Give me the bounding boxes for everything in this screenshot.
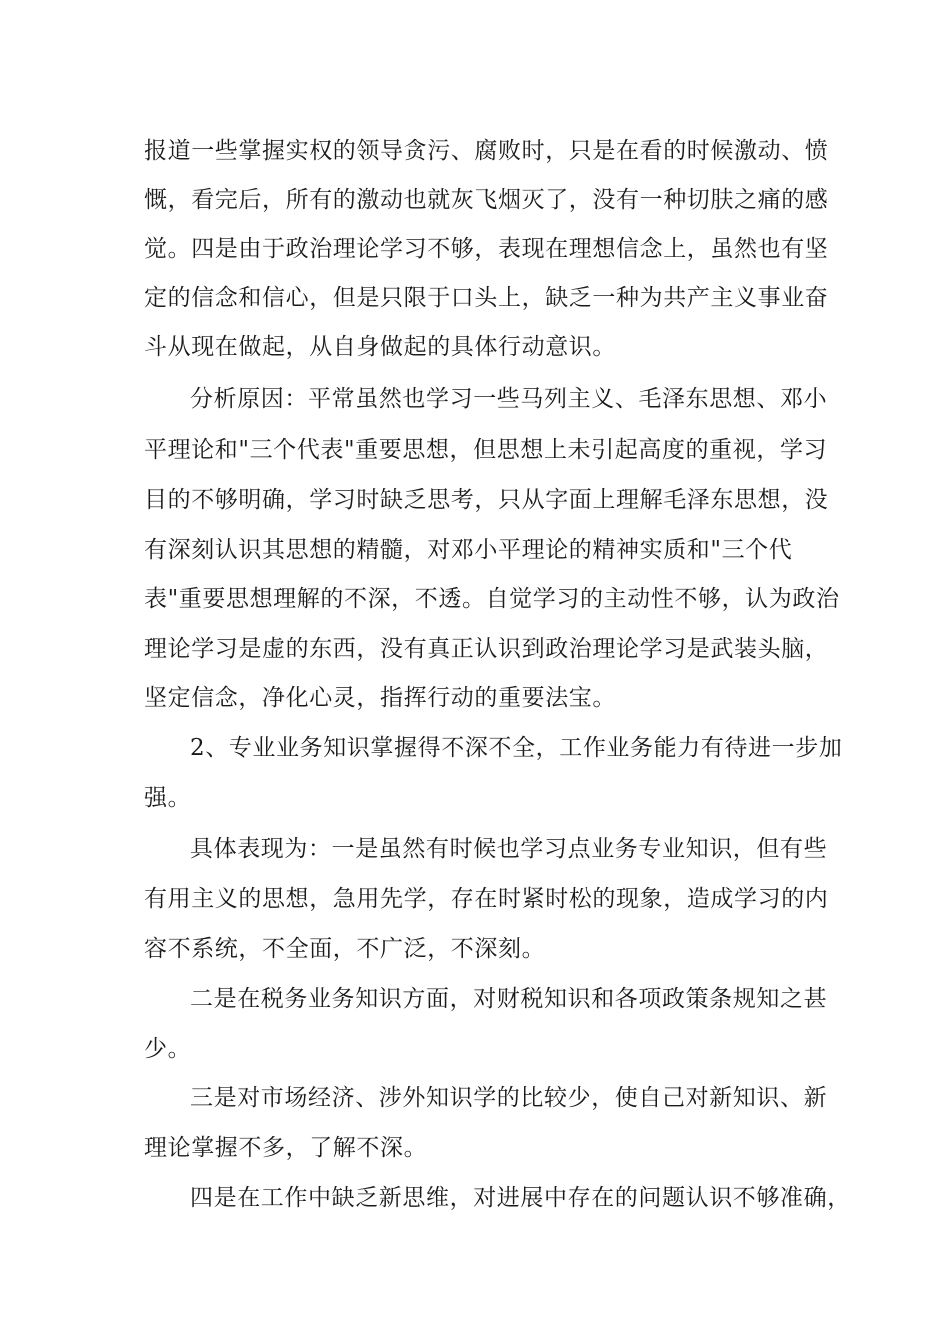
text-line: 理论学习是虚的东西，没有真正认识到政治理论学习是武装头脑，: [144, 636, 829, 662]
text-line: 报道一些掌握实权的领导贪污、腐败时，只是在看的时候激动、愤: [144, 138, 829, 164]
text-line: 定的信念和信心，但是只限于口头上，缺乏一种为共产主义事业奋: [144, 285, 829, 311]
text-line: 理论掌握不多，了解不深。: [144, 1135, 428, 1161]
paragraph-start-line: 具体表现为：一是虽然有时候也学习点业务专业知识，但有些: [190, 836, 828, 862]
paragraph-start-line: 四是在工作中缺乏新思维，对进展中存在的问题认识不够准确，: [190, 1185, 851, 1211]
paragraph-start-line: 二是在税务业务知识方面，对财税知识和各项政策条规知之甚: [190, 986, 828, 1012]
text-line: 表"重要思想理解的不深，不透。自觉学习的主动性不够，认为政治: [144, 586, 840, 612]
text-line: 有用主义的思想，急用先学，存在时紧时松的现象，造成学习的内: [144, 886, 829, 912]
text-line: 平理论和"三个代表"重要思想，但思想上未引起高度的重视，学习: [144, 437, 828, 463]
text-line: 斗从现在做起，从自身做起的具体行动意识。: [144, 334, 616, 360]
text-line: 目的不够明确，学习时缺乏思考，只从字面上理解毛泽东思想，没: [144, 487, 829, 513]
text-line: 觉。四是由于政治理论学习不够，表现在理想信念上，虽然也有坚: [144, 236, 829, 262]
text-line: 慨，看完后，所有的激动也就灰飞烟灭了，没有一种切肤之痛的感: [144, 187, 829, 213]
paragraph-start-line: 三是对市场经济、涉外知识学的比较少，使自己对新知识、新: [190, 1085, 828, 1111]
text-line: 少。: [144, 1036, 192, 1062]
text-line: 有深刻认识其思想的精髓，对邓小平理论的精神实质和"三个代: [144, 537, 793, 563]
text-line: 强。: [144, 785, 192, 811]
text-line: 坚定信念，净化心灵，指挥行动的重要法宝。: [144, 685, 616, 711]
text-line: 容不系统，不全面，不广泛，不深刻。: [144, 936, 546, 962]
section-heading-line: 2、专业业务知识掌握得不深不全，工作业务能力有待进一步加: [190, 735, 843, 761]
paragraph-start-line: 分析原因：平常虽然也学习一些马列主义、毛泽东思想、邓小: [190, 386, 828, 412]
